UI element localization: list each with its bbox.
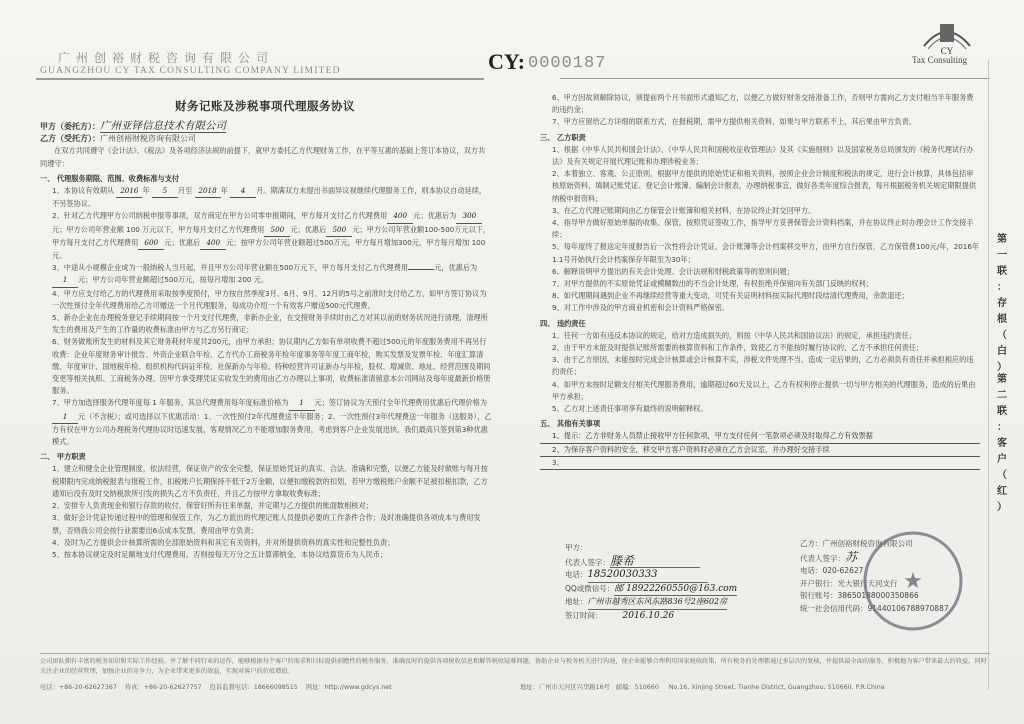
right-column	[540, 92, 980, 470]
company-name-en: GUANGZHOU CY TAX CONSULTING COMPANY LIMITED	[40, 66, 341, 76]
clause-1-4: 4、甲方应支付给乙方的代理费用采取按季度预付，甲方按自然季度3月、6月、9月、12月的5号之前准时支付给乙方，如甲方签订协议为一次性预付全年代理费用给乙方可赠送一个月代理服务，每成功介绍一个有效客户赠送500元代理费。	[52, 288, 487, 310]
logo-mark: CY	[940, 46, 954, 56]
footer-contacts	[40, 682, 392, 691]
party-b-phone: 电话：020-62627	[800, 566, 864, 576]
clause-3-4: 4、指导甲方做好原始单据的收集、保管，按照凭证签收工作，指导甲方妥善保管会计资料档案，并在协议终止时办理会计工作交接手续；	[552, 218, 974, 240]
footer-addr-cn: 地址：广州市天河区兴华路16号	[520, 684, 610, 691]
logo-subtitle: Tax Consulting	[912, 55, 968, 65]
start-month: 5	[152, 185, 178, 198]
clause-4-2: 2、由于甲方未能及时提供记账所需要的核算资料和工作条件，致使乙方不能按时履行协议的，乙方不承担任何责任；	[552, 343, 924, 353]
party-a-phone: 电话：18520030333	[565, 569, 785, 583]
party-b-credit-code: 统一社会信用代码：91440106788970887	[800, 603, 949, 613]
clause-3-1: 1、根据《中华人民共和国会计法》、《中华人民共和国税收征收管理法》及其《实施细则》以及国家税务总局颁发的《税务代理试行办法》及有关规定开展代理记账和办理涉税业务；	[552, 144, 974, 167]
party-a-date: 签订时间： 2016.10.26	[565, 610, 675, 621]
clause-5-3: 3、	[540, 457, 980, 470]
section-4-heading: 四、 违约责任	[540, 318, 586, 328]
clause-1-6: 6、财务做账所发生的材料及其它财务耗材年度共200元，由甲方承担；协议期内乙方如有单项收费不超过500元的年度服务费用不再另行收费：企业年度财务审计报告、外资企业联合年检、乙方代办工商税务年检年度事务等年度工商年检，购买发票及发票年检、年度汇算清缴、年度审计、国地税年检、组织机构代码证年检、社保新办与年检、特种经营许可证新办与年检，股权、增减资、地址、经营范围及期间变更等相关执照、工商税务办理、因甲方拿受理凭证实收发生的费用由乙方办理以上事项，收费标准请留意本公司网站及每年度最新价格册服务。	[52, 337, 491, 396]
fee-general-discount: 1	[52, 274, 78, 287]
footer-fax: 传真：+86-20-62627757	[124, 684, 202, 691]
clause-2-1: 1、建立和健全企业管理制度，依法经营，保证资产的安全完整，保证原始凭证的真实、合法、准确和完整，以便乙方能及时做账与每月按税期限内完成纳税报表与报税工作，扣税账户长期保持不低于2万金额，以便扣缴税款的扣划，若甲方缴税账户余额不足被扣税扣款，乙方通知后没有及时交纳税款所引发的损失乙方不负责任，并且乙方按甲方拿取收费标准；	[52, 464, 488, 498]
clause-4-3: 3、由于乙方原因，未能按时完成会计核算或会计核算不实，涉税文件处理不当，造成一定后果的，乙方必须负有责任并承担相应的违约责任；	[552, 355, 974, 377]
footer-description: 公司团队拥有丰富的税务知识和实际工作经验，并了解不同行业的运作，能够根据每个客户的需求和目标提供前瞻性的税务服务，准确及时的提供各项税收信息和解答税收疑难问题，协助企业与税务机关进行沟通，使企业能够合理利用国家税收政策，所有税务的处理都通过多层次的复核，并提供最全面的服务，积极地为客户带来最大的收益，同时关注企业的经营管理，加强企业的竞争力，为企业带来更多的效益，实现对客户的价值增值。	[40, 658, 987, 675]
fee-small-discount: 500	[326, 224, 352, 237]
clause-3-2: 2、本着独立、客观、公正原则，根据甲方提供的原始凭证和相关资料，按照企业会计制度和税法的规定，进行会计核算，具体包括审核原始资料、填制记账凭证、登记会计账簿、编制会计报表，办理纳税事宜，做好各类年度综合报表，每月根据税务机关规定期限提供纳税申报资料；	[552, 169, 977, 203]
party-b-line: 乙方（受托方）：广州创裕财税咨询有限公司	[40, 134, 196, 144]
clause-4-1: 1、任何一方如有违反本协议的规定，给对方造成损失的，则按《中华人民共和国协议法》的规定，承担违约责任；	[552, 330, 916, 340]
clause-1-1: 1、本协议有效期从 2016 年 5 月至 2018 年 4 月。期满双方未提出书面异议视继续代理服务工作，则本协议自动延续，不另签协议。	[52, 186, 487, 209]
party-a-name: 广州亚铎信息技术有限公司	[100, 120, 226, 132]
clause-3-3: 3、在乙方代理记账期间由乙方保管会计账簿和相关材料，在协议终止时交回甲方。	[552, 205, 816, 215]
clause-3-5: 5、每年度终了报送定年度报告后一次性将会计凭证、会计账簿等会计档案移交甲方，由甲方自行保管，乙方保管费100元/年，2016年1.1号开始执行会计档案保存年限至为30年；	[552, 242, 980, 264]
svg-text:★: ★	[903, 569, 923, 594]
party-a-signature-block	[565, 542, 785, 623]
clause-2-3: 3、做好会计凭证传递过程中的管理和保管工作，为乙方派出的代理记账人员提供必要的工作条件合作；及时准确提供各项成本与费用发票，否则我公司会按行业需要出6点成本发票，费用由甲方负责；	[52, 513, 481, 535]
copy-label-second: 第 二 联 ： 客 户 （ 红 ）	[997, 374, 1007, 513]
clause-1-2: 2、针对乙方代理甲方公司纳税申报等事项，双方商定在甲方公司零申报期间，甲方每月支付乙方代理费用 400 元；优惠后为 300元；甲方公司年营业额 100 万元以下，甲方每月支付乙方代理费用 500 元；优惠后 500 元；甲方公司年营业额100-500万元以下，甲方每月支付乙方代理费用 600 元；优惠后 400 元；按甲方公司年营业额超过500万元，甲方每月增加300元，甲方每月增加 100 元。	[52, 211, 491, 261]
party-a-rep: 代表人签字：滕希	[565, 555, 785, 570]
left-column	[40, 120, 492, 561]
fee-mid: 600	[138, 237, 164, 250]
footer-consult: 投诉监督电话：18666098515	[209, 684, 298, 691]
party-a-title: 甲方：	[565, 543, 588, 552]
clause-2-6: 6、甲方因故须解除协议，须提前两个月书面形式通知乙方，以便乙方做好财务交接准备工作，否则甲方需向乙方支付相当半年服务费的违约金；	[552, 93, 974, 115]
section-1-heading: 一、 代理服务期限、范围、收费标准与支付	[40, 173, 180, 183]
party-a-email: QQ或微信号：邮 18922260550@163.com	[565, 583, 785, 597]
clause-3-9: 9、对工作中涉及的甲方商业机密和会计资料严格保密。	[552, 303, 730, 313]
party-a-rep-signature: 滕希	[610, 555, 700, 569]
clause-3-6: 6、解释说明甲方提出的有关会计处理、会计法规和财税政策等的原则问题；	[552, 266, 794, 276]
clause-5-2: 2、为保存客户资料的安全，移交甲方客户资料时必须在乙方会议室，并办理好交接手续	[540, 444, 980, 457]
footer-web: 网址：http://www.gdcys.net	[305, 684, 392, 691]
fee-small: 500	[264, 224, 290, 237]
company-logo-icon	[918, 16, 976, 58]
footer-post: 邮编：510660	[615, 684, 659, 691]
clause-1-5: 5、新办企业在办理税务登记手续期间按一个月支付代理费，非新办企业，在交接财务手续时由乙方对其以前的财务状况进行清理，清理所发生的费用及产生的工作量的收费标准由甲方与乙方另行商定；	[52, 313, 488, 335]
section-2-heading: 二、 甲方职责	[40, 452, 86, 462]
header-divider	[36, 78, 484, 80]
end-year: 2018	[195, 185, 221, 198]
clause-4-5: 5、乙方对上述责任事项享有最终的说明解释权。	[552, 404, 708, 414]
party-a-address: 地址：广州市越秀区东风东路836号2座602房	[565, 596, 785, 610]
party-b-title: 乙方：广州创裕财税咨询有限公司	[800, 539, 913, 548]
serial-prefix: CY:	[488, 49, 526, 74]
party-b-account: 银行账号：38650188000350866	[800, 591, 919, 601]
fold-line	[988, 60, 989, 690]
footer-divider	[40, 653, 990, 654]
clause-2-5: 5、按本协议规定及时足额地支付代理费用，否则按每天万分之五计算滞纳金，本协议结算货币为人民币；	[52, 549, 388, 559]
footer-tel: 电话：+86-20-62627367	[40, 684, 117, 691]
clause-1-3: 3、中途从小规模企业成为一般纳税人当月起，并且甲方公司年营业额在500万元下，甲方每月支付乙方代理费用 元，优惠后为1 元；甲方公司年营业额超过500万元，按每月增加 200 元。	[40, 262, 492, 287]
clause-5-1: 1、提示：乙方非财务人员禁止接收甲方任何款项，甲方支付任何一笔款项必须及时取得乙方有效票据	[540, 430, 980, 443]
clause-2-4: 4、及时为乙方提供会计核算所需的全部原始资料和其它有关资料，并对所提供资料的真实性和完整性负责；	[52, 537, 395, 547]
clause-1-7: 7、甲方加选择服务代理年度每 1 年服务，其总代理费用每年度标准价格为 1 元；签订协议为天预付全年代理费用优惠后代理价格为1 元（不含税）；或可选择以下优惠活动：1、一次性预付2年代理费送半年服务；2、一次性预付3年代理费送一年服务（送服务），乙方有权在甲方公司办理税务代理协议时迅速发展，客观情况乙方不能增加服务费用，考虑到客户企业发展迅快，我们最高只签到第3种优惠模式。	[52, 398, 492, 447]
annual-fee-discount: 1	[52, 411, 78, 424]
clause-2-2: 2、安排专人负责现金和银行存款的收付，保管好所有往来单据，并定期与乙方提供的账面数相核对；	[52, 501, 373, 511]
company-name-cn: 广州创裕财税咨询有限公司	[58, 51, 275, 65]
fee-zero-discount: 300	[456, 210, 482, 223]
intro-paragraph: 在双方共同遵守《会计法》、《税法》及各项经济法规的前提下，就甲方委托乙方代理财务工作，在平等互惠的基础上签订本协议，双方共同遵守：	[40, 146, 486, 168]
party-b-bank: 开户银行：光大银行天河支行	[800, 578, 898, 588]
end-month: 4	[230, 185, 256, 198]
section-3-heading: 三、 乙方职责	[540, 132, 586, 142]
footer-address	[520, 682, 885, 691]
clause-4-4: 4、如甲方未按时足额支付相关代理服务费用，逾期超过60天及以上，乙方有权利停止提供一切与甲方相关的代理服务，造成的后果由甲方承担；	[552, 379, 976, 401]
clause-2-7: 7、甲方应留给乙方详细的联系方式，在报税期，需甲方提供相关资料，如果与甲方联系不上，其后果由甲方负责。	[552, 117, 916, 127]
document-title: 财务记账及涉税事项代理服务协议	[175, 99, 355, 113]
company-seal-stamp	[860, 528, 966, 634]
clause-3-7: 7、对甲方提供的不实原始凭证或模糊数出的不当会计处理，有权拒绝并保留向有关部门反映的权利；	[552, 279, 873, 289]
serial-number: 0000187	[528, 54, 607, 73]
annual-fee: 1	[289, 397, 315, 410]
fee-zero: 400	[387, 210, 413, 223]
section-5-heading: 五、 其他有关事项	[540, 419, 601, 429]
copy-label-first: 第 一 联 ： 存 根 （ 白 ）	[997, 234, 1007, 373]
clause-3-8: 8、如代理期间遇到企业不再继续经营等重大变动，可凭有关证明材料按实际代理时段结清代理费用，余款退还；	[552, 291, 909, 301]
party-b-rep: 代表人签字：苏	[800, 549, 858, 564]
party-a-line: 甲方（委托方）：广州亚铎信息技术有限公司	[40, 120, 226, 132]
fee-mid-discount: 400	[200, 237, 226, 250]
start-year: 2016	[116, 185, 142, 198]
footer-addr-en: No.16, Xinjing Street, Tianhe District, Guangzhou, 510660, P.R.China	[668, 684, 885, 691]
header-divider-right	[560, 78, 990, 79]
